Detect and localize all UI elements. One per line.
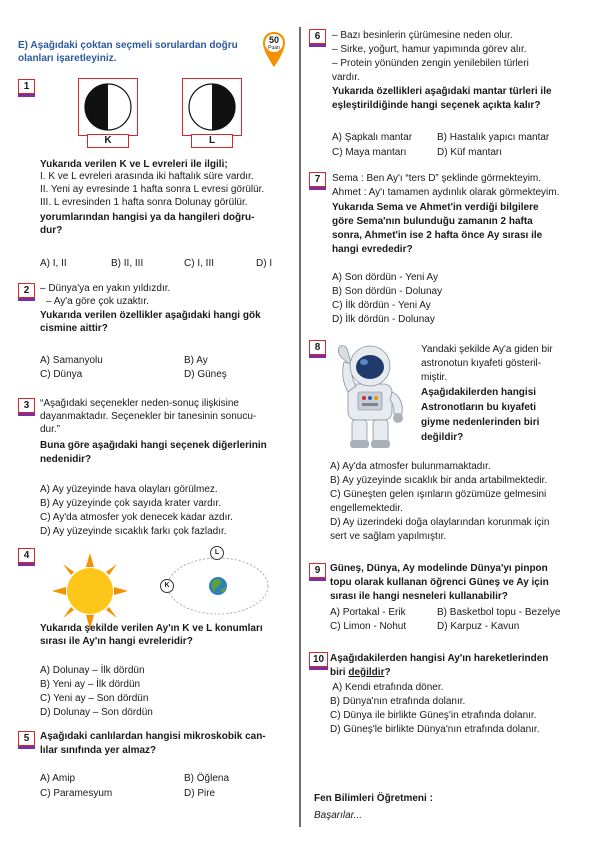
q6-option-c[interactable]: C) Maya mantarı	[332, 147, 407, 158]
position-k-marker: K	[160, 579, 174, 593]
moon-label-l: L	[191, 134, 233, 148]
moon-phase-l-box	[182, 78, 242, 136]
q10-option-d[interactable]: D) Güneş'le birlikte Dünya'nın etrafında dolanır.	[330, 724, 540, 735]
q8-option-b[interactable]: B) Ay yüzeyinde sıcaklık bir anda artabilmektedir.	[330, 475, 548, 486]
q7-question-1: Yukarıda Sema ve Ahmet'in verdiği bilgilere	[332, 202, 539, 213]
q3-option-c[interactable]: C) Ay'da atmosfer yok denecek kadar azdır.	[40, 512, 233, 523]
q7-sema: Sema : Ben Ay'ı “ters D” şeklinde görmekteyim.	[332, 173, 542, 184]
q1-question-2: dur?	[40, 225, 63, 236]
q10-option-a[interactable]: A) Kendi etrafında döner.	[330, 682, 444, 693]
q6-option-d[interactable]: D) Küf mantarı	[437, 147, 503, 158]
q3-question-1: Buna göre aşağıdaki hangi seçenek diğerlerinin	[40, 440, 267, 451]
q8-stem-2: astronotun kıyafeti gösteril-	[421, 358, 542, 369]
question-number-7: 7	[309, 172, 326, 187]
question-number-3: 3	[18, 398, 35, 413]
q3-stem-1: “Aşağıdaki seçenekler neden-sonuç ilişkisine	[40, 398, 239, 409]
points-label: Puan	[268, 45, 280, 51]
q9-option-a[interactable]: A) Portakal - Erik	[330, 607, 406, 618]
q6-clue-1: – Bazı besinlerin çürümesine neden olur.	[332, 30, 513, 41]
q2-option-a[interactable]: A) Samanyolu	[40, 355, 103, 366]
q8-option-c[interactable]: C) Güneşten gelen ışınların gözümüze gelmesini	[330, 489, 547, 500]
instruction-line-1: E) Aşağıdaki çoktan seçmeli sorulardan doğru	[18, 40, 238, 51]
teacher-signature-label: Fen Bilimleri Öğretmeni :	[314, 793, 433, 804]
points-badge	[262, 31, 286, 69]
q4-question-1: Yukarıda şekilde verilen Ay'ın K ve L konumları	[40, 623, 263, 634]
q3-option-d[interactable]: D) Ay yüzeyinde sıcaklık farkı çok fazladır.	[40, 526, 227, 537]
question-number-10: 10	[309, 652, 328, 667]
q2-option-c[interactable]: C) Dünya	[40, 369, 83, 380]
q3-option-b[interactable]: B) Ay yüzeyinde çok sayıda krater vardır.	[40, 498, 222, 509]
q4-option-d[interactable]: D) Dolunay – Son dördün	[40, 707, 153, 718]
q1-item-2: II. Yeni ay evresinde 1 hafta sonra L evresi görülür.	[40, 184, 265, 195]
moon-half-dark-right-icon	[183, 79, 241, 135]
q2-question-1: Yukarıda verilen özellikler aşağıdaki hangi gök	[40, 310, 261, 321]
position-l-marker: L	[210, 546, 224, 560]
q1-option-a[interactable]: A) I, II	[40, 258, 67, 269]
q5-option-d[interactable]: D) Pire	[184, 788, 216, 799]
q7-option-a[interactable]: A) Son dördün - Yeni Ay	[332, 272, 439, 283]
q1-option-b[interactable]: B) II, III	[111, 258, 144, 269]
question-number-2: 2	[18, 283, 35, 298]
q6-clue-3: – Protein yönünden zengin yenilebilen türleri	[332, 58, 529, 69]
question-number-4: 4	[18, 548, 35, 563]
q4-question-2: sırası ile Ay'ın hangi evreleridir?	[40, 636, 193, 647]
instruction-line-2: olanları işaretleyiniz.	[18, 53, 117, 64]
q9-question-1: Güneş, Dünya, Ay modelinde Dünya'yı pinpon	[330, 563, 548, 574]
astronaut-icon	[330, 340, 410, 450]
q9-option-b[interactable]: B) Basketbol topu - Bezelye	[437, 607, 561, 618]
question-number-1: 1	[18, 79, 35, 94]
q3-question-2: nedenidir?	[40, 454, 92, 465]
q8-option-d[interactable]: D) Ay üzerindeki doğa olaylarından korunmak için	[330, 517, 550, 528]
q3-option-a[interactable]: A) Ay yüzeyinde hava olayları görülmez.	[40, 484, 218, 495]
points-value: 50	[268, 35, 279, 45]
q6-option-b[interactable]: B) Hastalık yapıcı mantar	[437, 132, 550, 143]
moon-orbit-diagram	[163, 553, 273, 623]
q7-question-4: hangi evrededir?	[332, 244, 413, 255]
q6-clue-2: – Sirke, yoğurt, hamur yapımında görev alır.	[332, 44, 527, 55]
question-number-6: 6	[309, 29, 326, 44]
q5-question-2: lılar sınıfında yer almaz?	[40, 745, 157, 756]
q8-option-c-cont: engellemektedir.	[330, 503, 403, 514]
q3-stem-3: dur.”	[40, 424, 61, 435]
column-divider	[299, 27, 301, 827]
q4-option-c[interactable]: C) Yeni ay – Son dördün	[40, 693, 149, 704]
q8-option-d-cont: sert ve sağlam yapılmıştır.	[330, 531, 447, 542]
q2-question-2: cismine aittir?	[40, 323, 108, 334]
question-number-9: 9	[309, 563, 326, 578]
q8-stem-1: Yandaki şekilde Ay'a giden bir	[421, 344, 553, 355]
question-number-8: 8	[309, 340, 326, 355]
q10-suffix: ?	[384, 667, 391, 678]
q1-option-c[interactable]: C) I, III	[184, 258, 214, 269]
q1-stem: Yukarıda verilen K ve L evreleri ile ilgili;	[40, 159, 228, 170]
q8-question-1: Aşağıdakilerden hangisi	[421, 387, 537, 398]
q6-question-2: eşleştirildiğinde hangi seçenek açıkta kalır?	[332, 100, 541, 111]
q8-question-3: giyme nedenlerinden biri	[421, 417, 540, 428]
q1-item-3: III. L evresinden 1 hafta sonra Dolunay görülür.	[40, 197, 248, 208]
section-instruction	[18, 39, 238, 65]
moon-phase-k-box	[78, 78, 138, 136]
closing-note: Başarılar...	[314, 810, 362, 821]
q5-option-a[interactable]: A) Amip	[40, 773, 76, 784]
q4-option-a[interactable]: A) Dolunay – İlk dördün	[40, 665, 145, 676]
q6-question-1: Yukarıda özellikleri aşağıdaki mantar türleri ile	[332, 86, 552, 97]
q5-question-1: Aşağıdaki canlılardan hangisi mikroskobik can-	[40, 731, 266, 742]
q7-option-d[interactable]: D) İlk dördün - Dolunay	[332, 314, 435, 325]
q1-option-d[interactable]: D) I	[256, 258, 273, 269]
q3-stem-2: dayanmaktadır. Seçenekler bir tanesinin sonucu-	[40, 411, 257, 422]
q7-question-3: sonra, Ahmet'in ise 2 hafta önce Ay sırası ile	[332, 230, 543, 241]
q2-clue-1: – Dünya'ya en yakın yıldızdır.	[40, 283, 171, 294]
q9-option-c[interactable]: C) Limon - Nohut	[330, 621, 407, 632]
sun-icon	[52, 553, 128, 629]
q8-question-4: değildir?	[421, 432, 464, 443]
q8-option-a[interactable]: A) Ay'da atmosfer bulunmamaktadır.	[330, 461, 491, 472]
q5-option-c[interactable]: C) Paramesyum	[40, 788, 113, 799]
q10-emphasis: değildir	[348, 667, 385, 678]
q10-option-b[interactable]: B) Dünya'nın etrafında dolanır.	[330, 696, 466, 707]
q7-ahmet: Ahmet : Ay'ı tamamen aydınlık olarak görmekteyim.	[332, 187, 560, 198]
q1-item-1: I. K ve L evreleri arasında iki haftalık süre vardır.	[40, 171, 254, 182]
q2-clue-2: – Ay'a göre çok uzaktır.	[46, 296, 149, 307]
q9-question-2: topu olarak kullanan öğrenci Güneş ve Ay için	[330, 577, 549, 588]
q7-question-2: göre Sema'nın bulunduğu zamanın 2 hafta	[332, 216, 533, 227]
q2-option-d[interactable]: D) Güneş	[184, 369, 227, 380]
q6-option-a[interactable]: A) Şapkalı mantar	[332, 132, 413, 143]
q5-option-b[interactable]: B) Öğlena	[184, 773, 230, 784]
q1-question-1: yorumlarından hangisi ya da hangileri doğru-	[40, 212, 255, 223]
q2-option-b[interactable]: B) Ay	[184, 355, 208, 366]
q8-question-2: Astronotların bu kıyafeti	[421, 402, 537, 413]
q10-option-c[interactable]: C) Dünya ile birlikte Güneş'in etrafında dolanır.	[330, 710, 537, 721]
q7-option-b[interactable]: B) Son dördün - Dolunay	[332, 286, 443, 297]
q10-prefix: biri	[330, 667, 349, 678]
q9-question-3: sırası ile hangi nesneleri kullanabilir?	[330, 591, 508, 602]
question-number-5: 5	[18, 731, 35, 746]
q7-option-c[interactable]: C) İlk dördün - Yeni Ay	[332, 300, 431, 311]
q9-option-d[interactable]: D) Karpuz - Kavun	[437, 621, 520, 632]
moon-half-dark-left-icon	[79, 79, 137, 135]
q8-stem-3: miştir.	[421, 372, 448, 383]
q10-question-1: Aşağıdakilerden hangisi Ay'ın hareketlerinden	[330, 653, 549, 664]
q10-question-2	[330, 667, 391, 679]
q6-clue-3-cont: vardır.	[332, 72, 360, 83]
moon-label-k: K	[87, 134, 129, 148]
q4-option-b[interactable]: B) Yeni ay – İlk dördün	[40, 679, 141, 690]
